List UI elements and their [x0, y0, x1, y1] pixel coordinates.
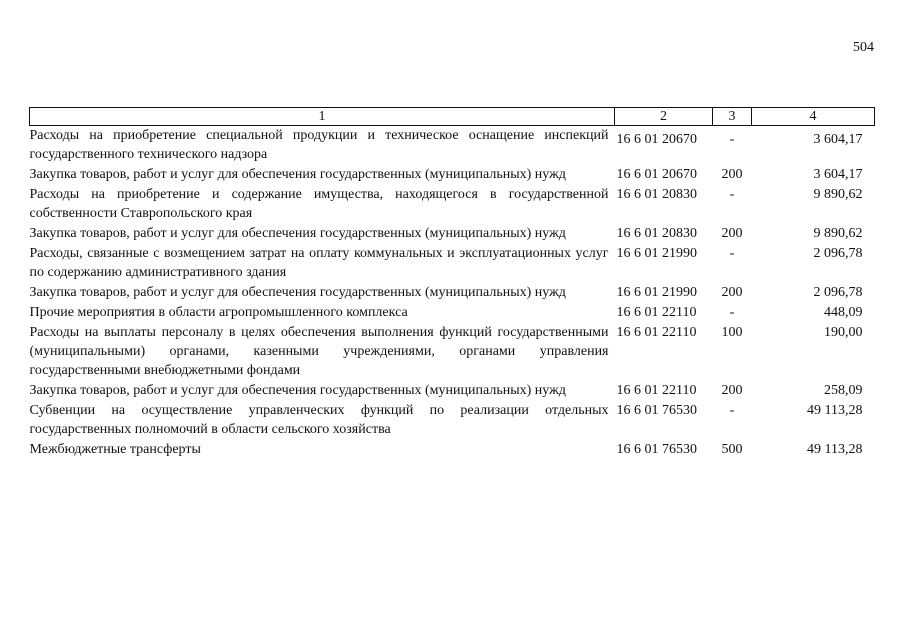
row-amount: 49 113,28: [807, 442, 863, 457]
header-col-1: 1: [30, 108, 615, 126]
row-description: Закупка товаров, работ и услуг для обеспечения государственных (муниципальных) нужд: [29, 226, 566, 241]
row-description: Расходы, связанные с возмещением затрат на оплату коммунальных и эксплуатационных услуг по содержанию административного здания: [29, 246, 609, 280]
row-code: 16 6 01 22110: [616, 325, 697, 340]
row-code: 16 6 01 20670: [616, 132, 697, 147]
row-expense-type: -: [729, 187, 735, 202]
row-amount: 258,09: [824, 383, 863, 398]
row-code: 16 6 01 76530: [616, 403, 697, 418]
table-header: [30, 108, 875, 126]
table-row: [30, 401, 875, 440]
row-amount: 448,09: [824, 305, 863, 320]
row-description: Прочие мероприятия в области агропромышленного комплекса: [29, 305, 408, 320]
row-expense-type: -: [729, 403, 735, 418]
row-expense-type: -: [729, 305, 735, 320]
row-code: 16 6 01 20830: [616, 226, 697, 241]
table-row: [30, 303, 875, 323]
header-col-2: 2: [615, 108, 713, 126]
table-body: [30, 126, 875, 461]
table-row: [30, 440, 875, 460]
row-code: 16 6 01 76530: [616, 442, 697, 457]
budget-table: [29, 107, 875, 460]
row-expense-type: 100: [721, 325, 743, 340]
row-expense-type: 200: [721, 167, 743, 182]
table-row: [30, 126, 875, 166]
row-amount: 2 096,78: [813, 246, 863, 261]
row-description: Расходы на приобретение и содержание имущества, находящегося в государственной собственности Ставропольского края: [29, 187, 609, 221]
table-row: [30, 381, 875, 401]
row-amount: 3 604,17: [813, 167, 863, 182]
page-number: 504: [853, 40, 874, 55]
row-amount: 3 604,17: [813, 132, 863, 147]
row-code: 16 6 01 20670: [616, 167, 697, 182]
header-col-4: 4: [752, 108, 875, 126]
row-code: 16 6 01 22110: [616, 383, 697, 398]
row-description: Закупка товаров, работ и услуг для обеспечения государственных (муниципальных) нужд: [29, 383, 566, 398]
row-code: 16 6 01 20830: [616, 187, 697, 202]
row-amount: 9 890,62: [813, 226, 863, 241]
header-col-3: 3: [713, 108, 752, 126]
row-amount: 49 113,28: [807, 403, 863, 418]
row-expense-type: 200: [721, 226, 743, 241]
row-description: Расходы на выплаты персоналу в целях обеспечения выполнения функций государственными (муниципальными) органами, казенными учреждениями, органами управления государственными внебюджетными фондами: [29, 325, 609, 378]
row-description: Субвенции на осуществление управленческих функций по реализации отдельных государственных полномочий в области сельского хозяйства: [29, 403, 609, 437]
row-description: Межбюджетные трансферты: [29, 442, 201, 457]
row-code: 16 6 01 21990: [616, 285, 697, 300]
row-description: Закупка товаров, работ и услуг для обеспечения государственных (муниципальных) нужд: [29, 285, 566, 300]
row-amount: 9 890,62: [813, 187, 863, 202]
table-row: [30, 323, 875, 381]
header-row: [30, 108, 875, 126]
table-row: [30, 283, 875, 303]
table-row: [30, 185, 875, 224]
row-expense-type: 200: [721, 383, 743, 398]
row-description: Закупка товаров, работ и услуг для обеспечения государственных (муниципальных) нужд: [29, 167, 566, 182]
row-amount: 190,00: [824, 325, 863, 340]
row-expense-type: -: [729, 246, 735, 261]
table-row: [30, 224, 875, 244]
table-row: [30, 244, 875, 283]
row-amount: 2 096,78: [813, 285, 863, 300]
row-description: Расходы на приобретение специальной продукции и техническое оснащение инспекций государственного технического надзора: [29, 128, 609, 162]
row-expense-type: 200: [721, 285, 743, 300]
table-row: [30, 165, 875, 185]
row-expense-type: -: [729, 132, 735, 147]
row-expense-type: 500: [721, 442, 743, 457]
row-code: 16 6 01 22110: [616, 305, 697, 320]
row-code: 16 6 01 21990: [616, 246, 697, 261]
